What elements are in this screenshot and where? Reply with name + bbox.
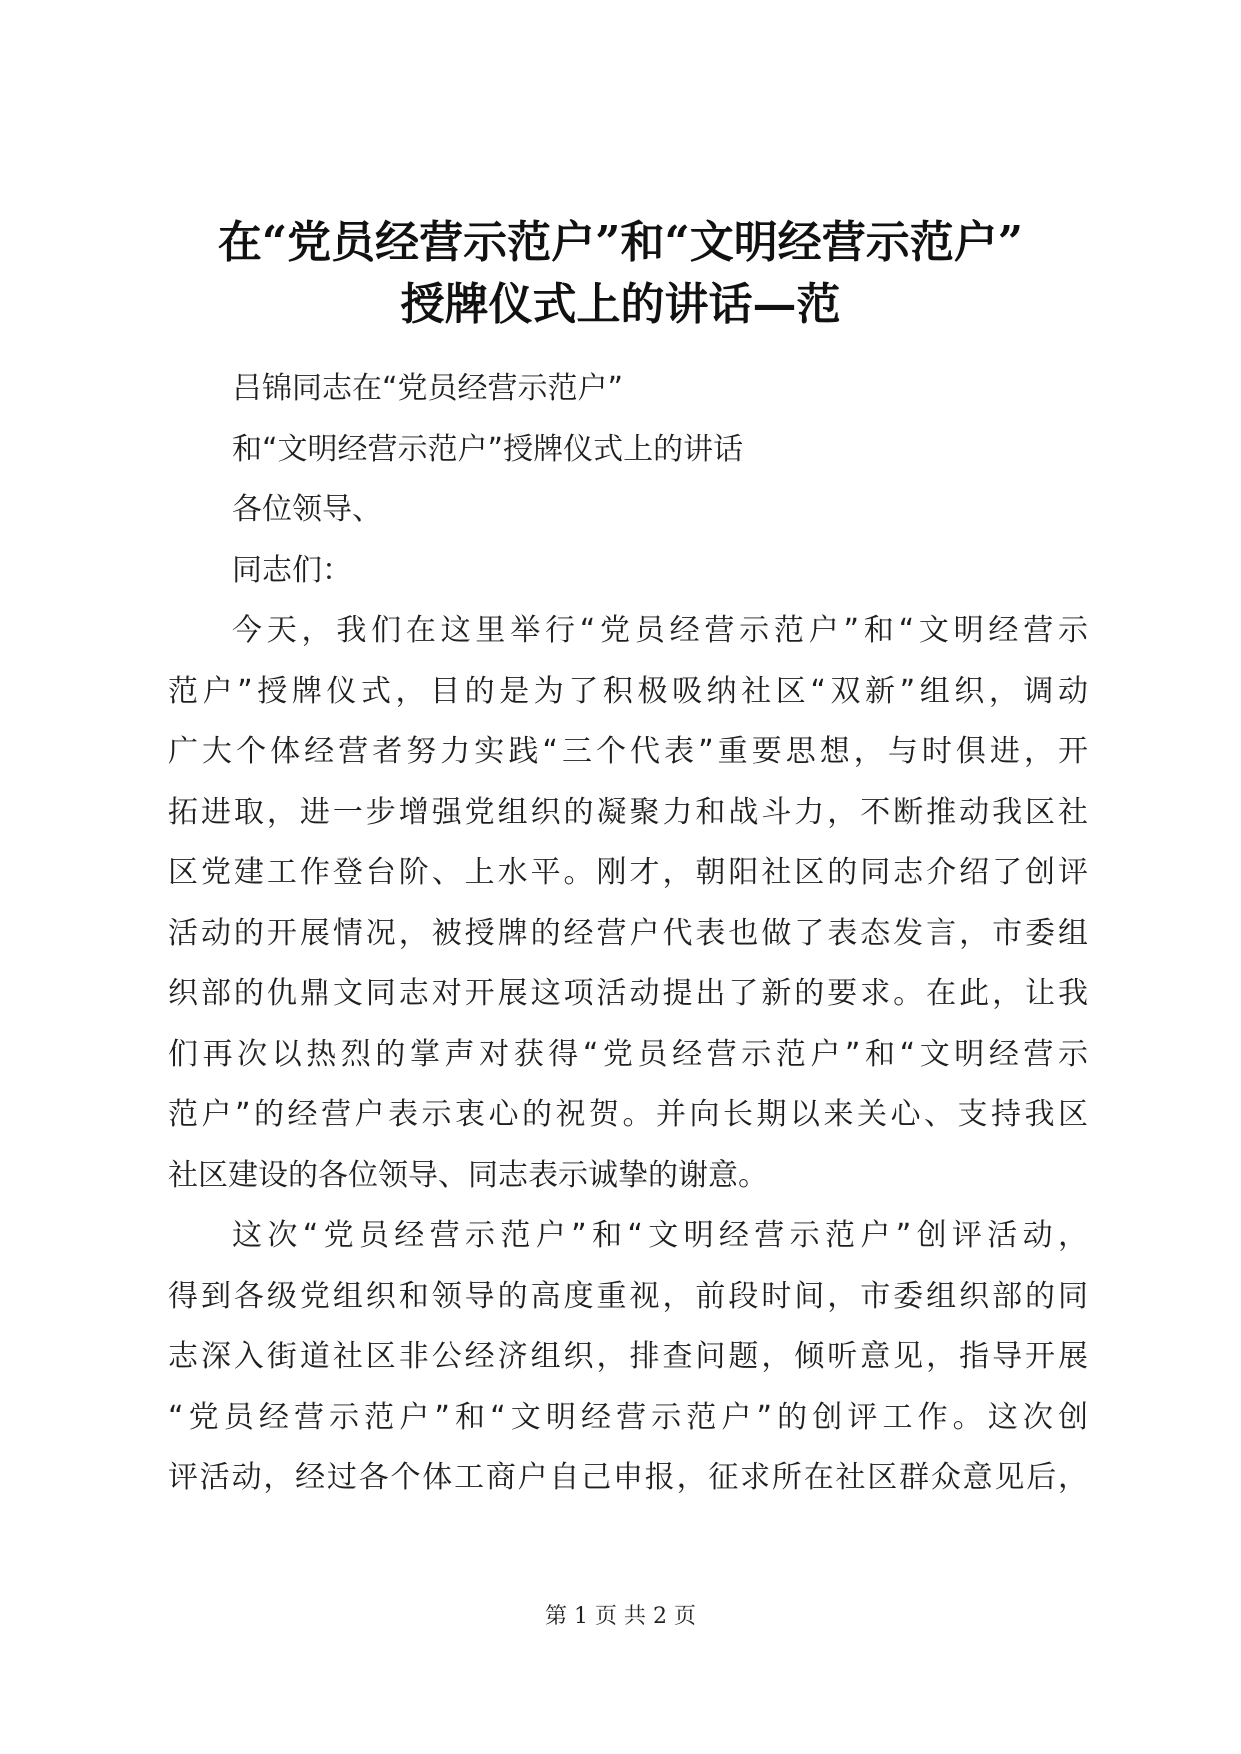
paragraph-1 <box>168 601 1088 1206</box>
paragraph-line: 范户”的经营户表示衷心的祝贺。并向长期以来关心、支持我区 <box>168 1097 1088 1132</box>
paragraph-line: 今天，我们在这里举行“党员经营示范户”和“文明经营示 <box>232 613 1088 648</box>
paragraph-line: 志深入街道社区非公经济组织，排查问题，倾听意见，指导开展 <box>168 1339 1088 1374</box>
paragraph-line: 织部的仇鼎文同志对开展这项活动提出了新的要求。在此，让我 <box>168 976 1088 1011</box>
page-number-footer: 第 1 页 共 2 页 <box>545 1604 696 1629</box>
paragraph-line: 评活动，经过各个体工商户自己申报，征求所在社区群众意见后， <box>168 1460 1088 1495</box>
paragraph-line: 得到各级党组织和领导的高度重视，前段时间，市委组织部的同 <box>168 1278 1088 1314</box>
paragraph-line: 范户”授牌仪式，目的是为了积极吸纳社区“双新”组织，调动 <box>168 673 1088 709</box>
paragraph-line: 活动的开展情况，被授牌的经营户代表也做了表态发言，市委组 <box>168 915 1088 951</box>
document-body <box>168 359 1088 1509</box>
paragraph-line: 这次“党员经营示范户”和“文明经营示范户”创评活动， <box>232 1218 1088 1253</box>
salutation-line: 各位领导、 <box>232 492 382 527</box>
paragraph-line: 区党建工作登台阶、上水平。刚才，朝阳社区的同志介绍了创评 <box>168 855 1088 890</box>
paragraph-line: 拓进取，进一步增强党组织的凝聚力和战斗力，不断推动我区社 <box>168 794 1088 830</box>
salutation-line: 同志们： <box>232 552 352 588</box>
paragraph-line: 们再次以热烈的掌声对获得“党员经营示范户”和“文明经营示 <box>168 1036 1088 1072</box>
paragraph-line: “党员经营示范户”和“文明经营示范户”的创评工作。这次创 <box>168 1399 1088 1435</box>
paragraph-2 <box>168 1206 1088 1509</box>
intro-line: 吕锦同志在“党员经营示范户” <box>232 371 624 406</box>
title-line-1: 在“党员经营示范户”和“文明经营示范户” <box>217 217 1024 268</box>
intro-line: 和“文明经营示范户”授牌仪式上的讲话 <box>232 431 744 467</box>
paragraph-line: 社区建设的各位领导、同志表示诚挚的谢意。 <box>168 1157 768 1193</box>
paragraph-line: 广大个体经营者努力实践“三个代表”重要思想，与时俱进，开 <box>168 734 1088 769</box>
title-line-2: 授牌仪式上的讲话—范 <box>400 279 841 330</box>
document-title <box>120 212 1121 336</box>
